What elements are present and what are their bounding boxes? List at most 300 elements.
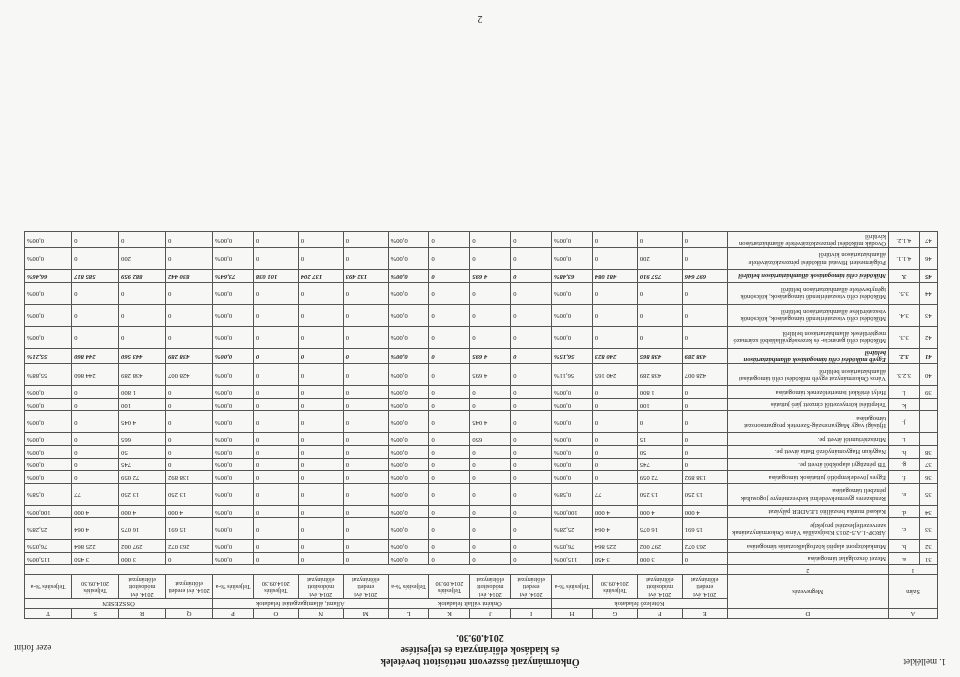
value-cell: 0 — [429, 386, 470, 399]
value-cell: 66,46% — [25, 269, 72, 282]
value-cell: 0 — [298, 282, 343, 304]
value-cell: 0,58% — [25, 483, 72, 505]
value-cell: 0 — [429, 445, 470, 458]
value-cell: 0 — [72, 247, 119, 269]
value-cell: 0,00% — [552, 433, 593, 446]
unit-label: ezer forint — [14, 643, 52, 653]
value-cell: 0 — [298, 552, 343, 565]
value-cell: 0,00% — [552, 247, 593, 269]
value-cell: 0,00% — [213, 433, 254, 446]
document-title — [0, 631, 960, 667]
row-number: 41 — [919, 348, 937, 364]
value-cell: 0,00% — [213, 505, 254, 518]
value-cell: 4 064 — [592, 518, 637, 540]
value-cell: 0 — [470, 386, 511, 399]
value-cell: 63,48% — [552, 269, 593, 282]
value-cell: 0 — [166, 282, 213, 304]
value-cell: 0 — [298, 386, 343, 399]
value-cell: 240 165 — [592, 364, 637, 386]
value-cell: 438 289 — [119, 364, 166, 386]
row-name: Polgármesteri Hivatal működési pénzeszközátvétele államháztartáson kívülről — [727, 247, 888, 269]
value-cell: 0 — [429, 518, 470, 540]
row-code: 4.1.1. — [888, 247, 919, 269]
value-cell: 0 — [592, 326, 637, 348]
value-cell: 0 — [253, 445, 298, 458]
value-cell: 0 — [592, 398, 637, 411]
header-actual: Teljesítés 2014.09.30 — [253, 575, 298, 599]
value-cell: 13 250 — [682, 483, 727, 505]
value-cell: 0 — [429, 552, 470, 565]
value-cell: 0 — [166, 398, 213, 411]
value-cell: 0 — [343, 282, 388, 304]
value-cell: 0,00% — [388, 518, 429, 540]
value-cell: 0 — [298, 398, 343, 411]
row-code: b. — [888, 540, 919, 553]
value-cell: 0,00% — [25, 433, 72, 446]
value-cell: 100,00% — [25, 505, 72, 518]
value-cell: 56,15% — [552, 348, 593, 364]
value-cell: 0 — [511, 540, 552, 553]
value-cell: 0 — [253, 232, 298, 248]
value-cell: 0 — [253, 304, 298, 326]
value-cell: 0 — [637, 326, 682, 348]
value-cell: 0 — [253, 386, 298, 399]
row-code: 3.3. — [888, 326, 919, 348]
value-cell: 0 — [429, 483, 470, 505]
value-cell: 0 — [429, 348, 470, 364]
table-row — [25, 282, 938, 304]
col-letter: H — [552, 609, 593, 619]
value-cell: 0 — [166, 433, 213, 446]
value-cell: 0 — [511, 483, 552, 505]
value-cell: 138 892 — [682, 471, 727, 484]
row-code: 3. — [888, 269, 919, 282]
value-cell: 0 — [511, 398, 552, 411]
value-cell: 240 823 — [592, 348, 637, 364]
value-cell: 4 045 — [119, 411, 166, 433]
value-cell: 665 — [119, 433, 166, 446]
value-cell: 0 — [253, 458, 298, 471]
col-letter: M — [343, 609, 388, 619]
value-cell: 0 — [298, 247, 343, 269]
value-cell: 0 — [253, 505, 298, 518]
value-cell: 76,05% — [552, 540, 593, 553]
value-cell: 4 695 — [470, 269, 511, 282]
value-cell: 0 — [429, 282, 470, 304]
title-date: 2014.09.30. — [456, 632, 504, 643]
value-cell: 0 — [343, 386, 388, 399]
header-percent: Teljesítés %-a — [213, 575, 254, 599]
table-row — [25, 232, 938, 248]
row-number: 35 — [919, 483, 937, 505]
title-line: és kiadások előirányzata és teljesítése — [400, 644, 560, 655]
value-cell: 0 — [298, 411, 343, 433]
value-cell: 0 — [592, 304, 637, 326]
row-code: 3.4. — [888, 304, 919, 326]
value-cell: 0 — [429, 433, 470, 446]
value-cell: 0 — [343, 247, 388, 269]
value-cell: 0,00% — [552, 282, 593, 304]
value-cell: 0,00% — [213, 483, 254, 505]
row-name: Óvodák működési pénzeszközátvétele államháztartáson kívülről — [727, 232, 888, 248]
value-cell: 0 — [592, 282, 637, 304]
header-original: 2014. évi eredeti előirányzat — [343, 575, 388, 599]
value-cell: 0,00% — [25, 386, 72, 399]
row-code: f. — [888, 471, 919, 484]
value-cell: 0 — [511, 364, 552, 386]
value-cell: 0 — [429, 247, 470, 269]
value-cell: 50 — [637, 445, 682, 458]
value-cell: 438 289 — [682, 348, 727, 364]
value-cell: 0,00% — [25, 282, 72, 304]
value-cell: 0 — [511, 348, 552, 364]
value-cell: 0 — [470, 505, 511, 518]
value-cell: 0,00% — [552, 445, 593, 458]
value-cell: 0 — [166, 411, 213, 433]
value-cell: 0 — [429, 326, 470, 348]
value-cell: 0 — [429, 364, 470, 386]
value-cell: 4 064 — [72, 518, 119, 540]
value-cell: 438 865 — [637, 348, 682, 364]
col-letter: F — [637, 609, 682, 619]
table-row — [25, 518, 938, 540]
name-header: Megnevezés — [727, 575, 888, 609]
value-cell: 0 — [682, 433, 727, 446]
row-number: 34 — [919, 505, 937, 518]
value-cell: 15 691 — [682, 518, 727, 540]
budget-table — [24, 231, 938, 619]
value-cell: 0 — [429, 471, 470, 484]
row-code: d. — [888, 505, 919, 518]
group-mandatory: Kötelező feladatok — [552, 599, 728, 609]
value-cell: 0 — [166, 552, 213, 565]
value-cell: 0 — [470, 483, 511, 505]
header-percent: Teljesítés %-a — [388, 575, 429, 599]
value-cell: 0 — [119, 304, 166, 326]
row-number: 42 — [919, 326, 937, 348]
value-cell: 0 — [72, 471, 119, 484]
value-cell: 0 — [511, 386, 552, 399]
value-cell: 4 000 — [166, 505, 213, 518]
table-row — [25, 483, 938, 505]
value-cell: 0,00% — [552, 398, 593, 411]
value-cell: 100,00% — [552, 505, 593, 518]
row-name: ÁROP-1.A.5-2013 Kisújszállás Város Önkormányzatának szervezetfejlesztési projektje — [727, 518, 888, 540]
value-cell: 1 800 — [637, 386, 682, 399]
value-cell: 0,00% — [388, 458, 429, 471]
col-letter: J — [470, 609, 511, 619]
value-cell: 585 817 — [72, 269, 119, 282]
value-cell: 0 — [343, 232, 388, 248]
value-cell: 3 000 — [637, 552, 682, 565]
header-percent: Teljesítés %-a — [552, 575, 593, 599]
value-cell: 0 — [253, 483, 298, 505]
value-cell: 0,00% — [25, 398, 72, 411]
value-cell: 0 — [511, 458, 552, 471]
value-cell: 115,00% — [552, 552, 593, 565]
value-cell: 0 — [637, 304, 682, 326]
value-cell: 50 — [119, 445, 166, 458]
value-cell: 0,00% — [25, 411, 72, 433]
value-cell: 0 — [343, 398, 388, 411]
row-code: k. — [888, 398, 919, 411]
value-cell: 0,00% — [213, 398, 254, 411]
value-cell: 0 — [298, 458, 343, 471]
row-name: TB pénzügyi alapokból átvett pe. — [727, 458, 888, 471]
col-letter: I — [511, 609, 552, 619]
group-header-row — [25, 599, 938, 609]
row-code: j. — [888, 411, 919, 433]
row-name: Munkaközpont alapító közfoglalkoztatás támogatása — [727, 540, 888, 553]
row-name: Mezei őrszolgálat támogatása — [727, 552, 888, 565]
row-code: e. — [888, 483, 919, 505]
value-cell: 0,00% — [552, 411, 593, 433]
value-cell: 0 — [343, 518, 388, 540]
row-code: 3.5. — [888, 282, 919, 304]
header-actual: Teljesítés 2014.09.30 — [72, 575, 119, 599]
value-cell: 0,58% — [552, 483, 593, 505]
value-cell: 56,11% — [552, 364, 593, 386]
value-cell: 0 — [343, 411, 388, 433]
value-cell: 0 — [511, 518, 552, 540]
value-cell: 745 — [637, 458, 682, 471]
value-cell: 0 — [72, 433, 119, 446]
row-code: c. — [888, 518, 919, 540]
value-cell: 100 — [637, 398, 682, 411]
value-cell: 0 — [253, 471, 298, 484]
value-cell: 0 — [119, 282, 166, 304]
table-row — [25, 364, 938, 386]
row-number: 44 — [919, 282, 937, 304]
value-cell: 0,00% — [388, 348, 429, 364]
value-cell: 0 — [511, 232, 552, 248]
value-cell: 0 — [298, 304, 343, 326]
value-cell: 0 — [166, 232, 213, 248]
table-row — [25, 458, 938, 471]
value-cell: 1 800 — [119, 386, 166, 399]
group-voluntary: Önként vállalt feladatok — [388, 599, 551, 609]
table-row — [25, 304, 938, 326]
value-cell: 0,00% — [388, 540, 429, 553]
value-cell: 438 289 — [637, 364, 682, 386]
value-cell: 481 084 — [592, 269, 637, 282]
value-cell: 0 — [511, 269, 552, 282]
value-cell: 0,00% — [388, 471, 429, 484]
annex-label: 1. melléklet — [903, 657, 946, 667]
col-letter: L — [388, 609, 429, 619]
header-modified: 2014. évi módosított előirányzat — [637, 575, 682, 599]
value-cell: 0,00% — [213, 364, 254, 386]
value-cell: 0,00% — [213, 348, 254, 364]
value-cell: 0,00% — [388, 282, 429, 304]
value-cell: 0 — [298, 364, 343, 386]
value-cell: 55,21% — [25, 348, 72, 364]
value-cell: 0,00% — [25, 445, 72, 458]
value-cell: 16 075 — [119, 518, 166, 540]
value-cell: 0 — [682, 282, 727, 304]
value-cell: 0 — [119, 326, 166, 348]
value-cell: 225 864 — [72, 540, 119, 553]
header-modified: 2014. évi módosított előirányzat — [470, 575, 511, 599]
value-cell: 0 — [343, 458, 388, 471]
value-cell: 76,05% — [25, 540, 72, 553]
value-cell: 0 — [253, 552, 298, 565]
col-letter: N — [298, 609, 343, 619]
value-cell: 0 — [511, 433, 552, 446]
value-cell: 4 000 — [119, 505, 166, 518]
row-code: 3.2. — [888, 348, 919, 364]
value-cell: 263 072 — [166, 540, 213, 553]
index-cell: 2 — [727, 565, 888, 575]
value-cell: 77 — [592, 483, 637, 505]
header-original: 2014. évi eredeti előirányzat — [166, 575, 213, 599]
value-cell: 0,00% — [213, 247, 254, 269]
header-modified: 2014. évi módosított előirányzat — [298, 575, 343, 599]
value-cell: 0,00% — [552, 232, 593, 248]
value-cell: 0,00% — [25, 326, 72, 348]
value-cell: 0 — [166, 304, 213, 326]
table-row — [25, 505, 938, 518]
value-cell: 0 — [72, 411, 119, 433]
value-cell: 0 — [682, 326, 727, 348]
value-cell: 0,00% — [388, 398, 429, 411]
value-cell: 0 — [682, 232, 727, 248]
row-code: g. — [888, 458, 919, 471]
value-cell: 0 — [592, 411, 637, 433]
value-cell: 0,00% — [213, 386, 254, 399]
value-cell: 0 — [343, 505, 388, 518]
value-cell: 132 493 — [343, 269, 388, 282]
col-letter: G — [592, 609, 637, 619]
value-cell: 830 442 — [166, 269, 213, 282]
value-cell: 0,00% — [25, 232, 72, 248]
value-cell: 3 450 — [72, 552, 119, 565]
header-actual: Teljesítés 2014.09.30 — [592, 575, 637, 599]
col-letter: A — [888, 609, 937, 619]
value-cell: 0 — [470, 540, 511, 553]
value-cell: 0 — [72, 386, 119, 399]
value-cell: 0,00% — [388, 304, 429, 326]
row-name: Rendszeres gyermekvédelmi kedvezményre jogosultak pénzbeli támogatása — [727, 483, 888, 505]
row-code: i. — [888, 433, 919, 446]
value-cell: 72 059 — [637, 471, 682, 484]
value-cell: 0,00% — [552, 458, 593, 471]
value-cell: 0 — [592, 386, 637, 399]
value-cell: 0 — [166, 326, 213, 348]
row-number: 40 — [919, 364, 937, 386]
value-cell: 0 — [682, 552, 727, 565]
value-cell: 0 — [429, 458, 470, 471]
value-cell: 13 250 — [119, 483, 166, 505]
row-code: 3.2.3. — [888, 364, 919, 386]
value-cell: 4 000 — [637, 505, 682, 518]
value-cell: 0 — [72, 232, 119, 248]
row-number: 39 — [919, 386, 937, 399]
col-letter: Q — [166, 609, 213, 619]
value-cell: 0 — [253, 282, 298, 304]
value-cell: 0 — [166, 247, 213, 269]
value-cell: 0 — [72, 398, 119, 411]
value-cell: 0,00% — [388, 326, 429, 348]
row-number: 38 — [919, 445, 937, 458]
value-cell: 0,00% — [388, 386, 429, 399]
value-cell: 15 — [637, 433, 682, 446]
header-modified: 2014. évi módosított előirányzat — [119, 575, 166, 599]
value-cell: 13 250 — [637, 483, 682, 505]
value-cell: 0,00% — [213, 445, 254, 458]
value-cell: 0 — [343, 540, 388, 553]
value-cell: 757 910 — [637, 269, 682, 282]
value-cell: 13 250 — [166, 483, 213, 505]
table-row — [25, 398, 938, 411]
header-percent: Teljesítés %-a — [25, 575, 72, 599]
title-line: Önkormányzati összevont nettósított bevételek — [380, 656, 580, 667]
column-letters-row — [25, 609, 938, 619]
value-cell: 650 — [470, 433, 511, 446]
value-cell: 0 — [72, 445, 119, 458]
value-cell: 0 — [72, 458, 119, 471]
value-cell: 0,00% — [552, 471, 593, 484]
value-cell: 0 — [511, 326, 552, 348]
value-cell: 0 — [298, 326, 343, 348]
col-letter: D — [727, 609, 888, 619]
value-cell: 0 — [343, 326, 388, 348]
value-cell: 244 860 — [72, 364, 119, 386]
value-cell: 225 864 — [592, 540, 637, 553]
value-cell: 443 560 — [119, 348, 166, 364]
value-cell: 0 — [511, 445, 552, 458]
value-cell: 0,00% — [213, 304, 254, 326]
value-cell: 15 691 — [166, 518, 213, 540]
value-cell: 0 — [682, 411, 727, 433]
col-letter: S — [72, 609, 119, 619]
col-letter: R — [119, 609, 166, 619]
value-cell: 0 — [429, 398, 470, 411]
row-name: Város Önkormányzat egyéb működési célú támogatásai államháztartáson belülről — [727, 364, 888, 386]
value-cell: 3 000 — [119, 552, 166, 565]
value-cell: 0 — [253, 364, 298, 386]
value-cell: 0,00% — [213, 552, 254, 565]
value-cell: 0,00% — [213, 518, 254, 540]
index-spacer — [25, 565, 728, 575]
value-cell: 745 — [119, 458, 166, 471]
value-cell: 0 — [682, 386, 727, 399]
row-number: 31 — [919, 552, 937, 565]
value-cell: 0,00% — [213, 282, 254, 304]
table-row — [25, 386, 938, 399]
value-cell: 0 — [470, 445, 511, 458]
value-cell: 0 — [592, 471, 637, 484]
value-cell: 0 — [253, 518, 298, 540]
row-number: 43 — [919, 304, 937, 326]
value-cell: 0 — [343, 552, 388, 565]
header-original: 2014. évi eredeti előirányzat — [511, 575, 552, 599]
table-row — [25, 247, 938, 269]
value-cell: 0 — [592, 445, 637, 458]
value-cell: 25,28% — [25, 518, 72, 540]
value-cell: 0 — [470, 282, 511, 304]
value-cell: 0 — [637, 411, 682, 433]
row-number: 47 — [919, 232, 937, 248]
value-cell: 0 — [470, 304, 511, 326]
value-cell: 0 — [298, 540, 343, 553]
value-cell: 0 — [298, 505, 343, 518]
value-cell: 0,00% — [388, 433, 429, 446]
row-name: Nagykun Hagyományőrző Batta átvett pe. — [727, 445, 888, 458]
value-cell: 0 — [511, 304, 552, 326]
value-cell: 0 — [511, 411, 552, 433]
value-cell: 0 — [470, 471, 511, 484]
